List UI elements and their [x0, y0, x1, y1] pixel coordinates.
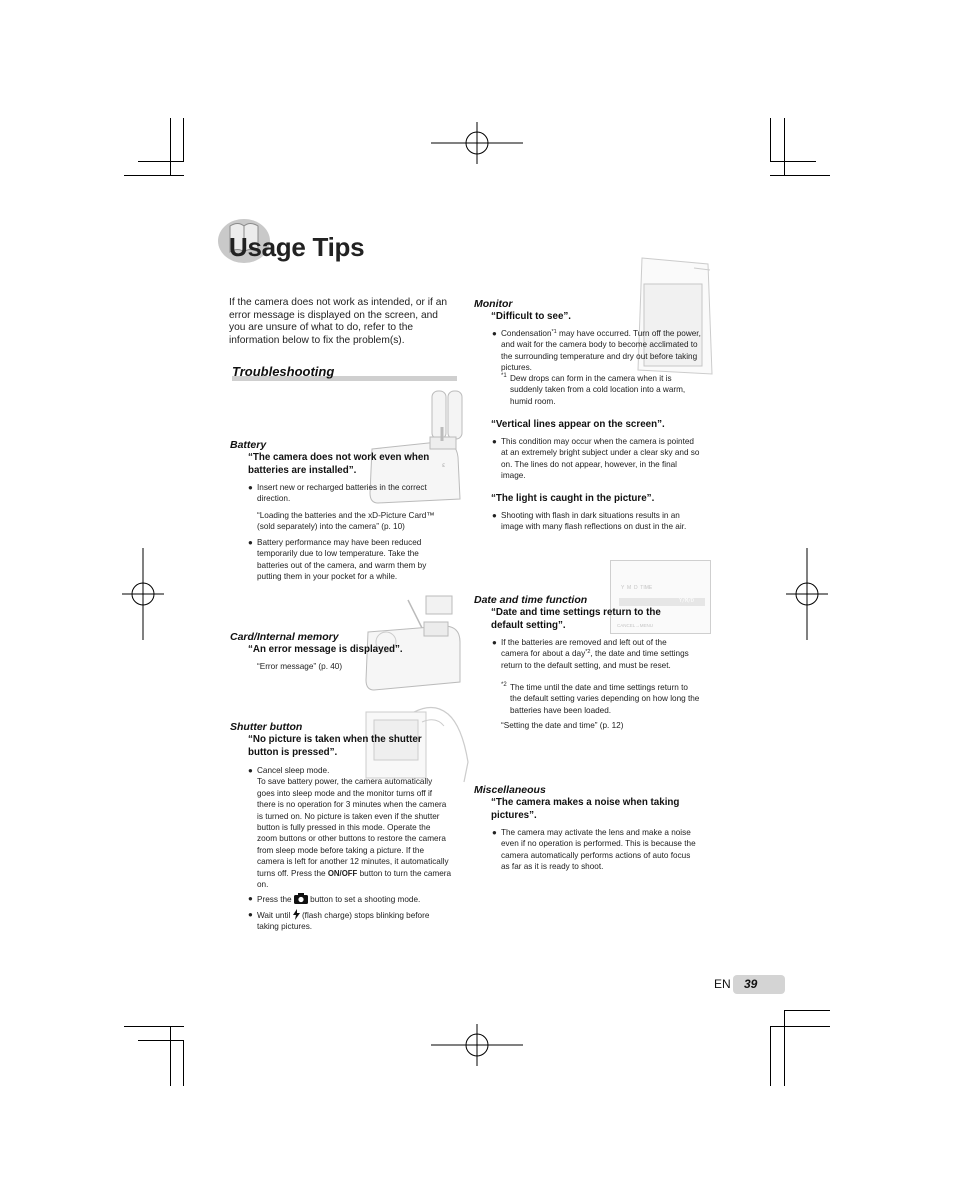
- bullet-text: The camera may activate the lens and make a noise even if no operation is performed. This is because the camera automatically performs actions of auto focus as far as it is ready to shoot.: [501, 828, 696, 872]
- crop-mark: [170, 118, 171, 176]
- bullet-text: If the batteries are removed and left out of the camera for about a day: [501, 638, 667, 659]
- registration-mark: [431, 1024, 523, 1066]
- category-heading: Battery: [230, 439, 267, 451]
- bullet-icon: ●: [248, 538, 253, 547]
- bullet-icon: ●: [248, 483, 253, 492]
- crop-mark: [138, 1040, 184, 1041]
- bullet-icon: ●: [492, 329, 497, 338]
- screen-label: CANCEL→MENU: [617, 623, 654, 628]
- section-title: Troubleshooting: [232, 364, 335, 379]
- bullet-icon: ●: [248, 766, 253, 775]
- bullet-text: , the date and time settings return to the default setting, and must be reset.: [501, 649, 689, 670]
- bullet-text: Wait until: [257, 911, 291, 920]
- bullet-text: Condensation: [501, 329, 552, 338]
- problem-question: “Vertical lines appear on the screen”.: [491, 419, 665, 430]
- crop-mark: [784, 118, 785, 176]
- svg-text:ε: ε: [442, 462, 446, 469]
- reference-text: “Error message” (p. 40): [257, 662, 343, 671]
- problem-question: “No picture is taken when the shutter button is pressed”.: [248, 734, 422, 758]
- list-item: [492, 510, 703, 533]
- list-item: [248, 765, 452, 890]
- category-heading: Shutter button: [230, 721, 303, 733]
- bullet-icon: ●: [492, 828, 497, 837]
- crop-mark: [124, 175, 184, 176]
- page-title: Usage Tips: [229, 232, 365, 262]
- page-number-box: [733, 975, 785, 994]
- footnote: [501, 682, 700, 716]
- category-heading: Card/Internal memory: [230, 631, 339, 643]
- camera-icon: [294, 893, 308, 904]
- crop-mark: [183, 118, 184, 162]
- crop-mark: [138, 161, 184, 162]
- bullet-icon: ●: [492, 511, 497, 520]
- crop-mark: [784, 1010, 830, 1011]
- crop-mark: [183, 1040, 184, 1086]
- crop-mark: [770, 118, 771, 162]
- list-item: [248, 482, 452, 505]
- problem-question: “An error message is displayed”.: [248, 644, 403, 655]
- problem-question: “Date and time settings return to the default setting”.: [491, 607, 661, 631]
- problem-question: “The camera makes a noise when taking pictures”.: [491, 797, 680, 821]
- list-item: [492, 637, 696, 671]
- language-label: EN: [714, 977, 731, 991]
- registration-mark: [786, 548, 828, 640]
- category-heading: Miscellaneous: [474, 784, 546, 796]
- screen-label: Y/M/D: [679, 598, 695, 604]
- bullet-text: may have occurred. Turn off the power, and wait for the camera body to become acclimated to the surrounding temperature and dry out before taking pictures.: [501, 329, 701, 373]
- footnote-marker: *1: [551, 329, 557, 335]
- bullet-text: To save battery power, the camera automatically goes into sleep mode and the monitor turns off if there is no operation for 3 minutes when the camera is turned on. No picture is taken even if the shutter button is fully pressed in this mode. Operate the zoom buttons or other buttons to restore the camera from sleep mode before taking a picture. If the camera is left for another 12 minutes, it automatically turns off. Press the: [257, 777, 449, 878]
- intro-text: If the camera does not work as intended, or if an error message is displayed on the screen, and you are unsure of what to do, refer to the information below to fix the problem(s).: [229, 297, 448, 346]
- reference-text: “Setting the date and time” (p. 12): [501, 721, 624, 730]
- crop-mark: [784, 1010, 785, 1086]
- crop-mark: [770, 1026, 830, 1027]
- bullet-icon: ●: [492, 437, 497, 446]
- category-heading: Monitor: [474, 298, 513, 310]
- category-heading: Date and time function: [474, 594, 588, 606]
- bullet-icon: ●: [492, 638, 497, 647]
- footnote-marker: *2: [501, 682, 507, 688]
- crop-mark: [770, 175, 830, 176]
- bullet-text: This condition may occur when the camera is pointed at an extremely bright subject under a clear sky and so on. The lines do not appear, however, in the final image.: [501, 437, 700, 481]
- list-item: [492, 328, 703, 374]
- bullet-text: Battery performance may have been reduced temporarily due to low temperature. Take the batteries out of the camera, and warm them by putting them in your pocket for a while.: [257, 538, 427, 582]
- crop-mark: [170, 1026, 171, 1086]
- bullet-text: button to turn the camera on.: [257, 868, 452, 890]
- problem-question: “The camera does not work even when batteries are installed”.: [248, 452, 430, 476]
- list-item: [492, 827, 701, 873]
- screen-label: Y M D TIME: [621, 585, 653, 591]
- registration-mark: [122, 548, 164, 640]
- bullet-text: button to set a shooting mode.: [310, 895, 421, 904]
- bullet-text: (flash charge) stops blinking before taking pictures.: [257, 911, 430, 932]
- problem-question: “The light is caught in the picture”.: [491, 493, 655, 504]
- bullet-text: Insert new or recharged batteries in the correct direction.: [257, 483, 427, 504]
- footnote-marker: *1: [501, 373, 507, 379]
- flash-icon: [293, 909, 300, 920]
- on-off-button-label: ON/OFF: [327, 868, 358, 878]
- list-item: [492, 436, 703, 482]
- list-item: [248, 909, 452, 933]
- problem-question: “Difficult to see”.: [491, 311, 572, 322]
- list-item: [248, 537, 452, 583]
- page-number: 39: [744, 977, 758, 991]
- crop-mark: [770, 161, 816, 162]
- bullet-icon: ●: [248, 894, 253, 903]
- reference-text: “Loading the batteries and the xD-Picture Card™ (sold separately) into the camera” (p. 10): [257, 511, 435, 532]
- footnote: [501, 373, 703, 407]
- registration-mark: [431, 122, 523, 164]
- bullet-text: Press the: [257, 895, 292, 904]
- crop-mark: [770, 1026, 771, 1086]
- footnote-marker: *2: [585, 649, 591, 656]
- bullet-text: Shooting with flash in dark situations results in an image with many flash reflections on dust in the air.: [501, 511, 687, 532]
- list-item: [248, 893, 452, 905]
- footnote-text: Dew drops can form in the camera when it is suddenly taken from a cold location into a warm, humid room.: [510, 374, 686, 406]
- footnote-text: The time until the date and time settings return to the default setting varies depending on how long the batteries have been loaded.: [510, 683, 700, 715]
- bullet-icon: ●: [248, 910, 253, 919]
- crop-mark: [124, 1026, 184, 1027]
- bullet-title: Cancel sleep mode.: [257, 766, 330, 775]
